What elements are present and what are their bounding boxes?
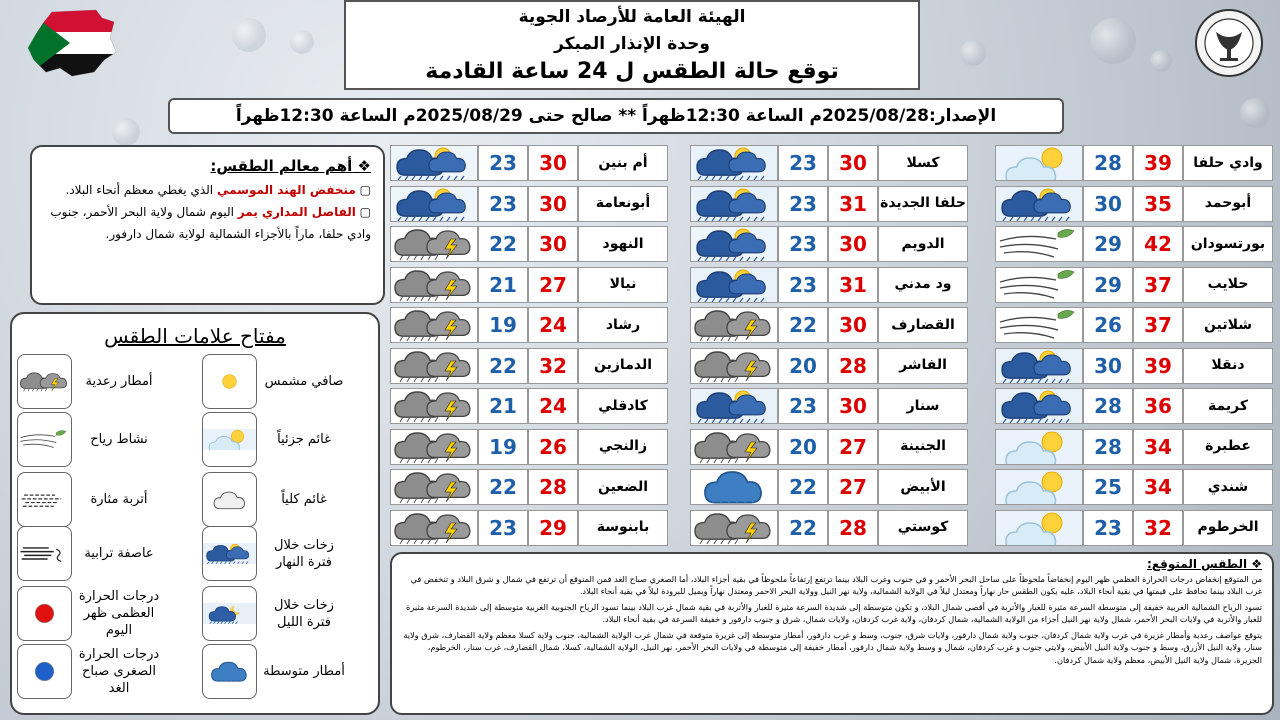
max-temp: 34	[1133, 429, 1183, 465]
max-temp: 30	[828, 388, 878, 424]
key-label: غائم جزئياً	[277, 432, 331, 447]
city-name: الأبيض	[878, 469, 968, 505]
key-item	[202, 354, 345, 409]
min-temp: 22	[778, 510, 828, 546]
city-forecast-row	[690, 348, 968, 384]
thunderstorm-icon	[390, 469, 478, 505]
sudan-flag-icon	[24, 8, 119, 78]
thunderstorm-icon	[390, 267, 478, 303]
city-name: الضعين	[578, 469, 668, 505]
city-forecast-row	[390, 348, 668, 384]
day-showers-icon	[995, 388, 1083, 424]
min-temp: 23	[478, 186, 528, 222]
city-name: الجنينة	[878, 429, 968, 465]
max-temp: 27	[828, 469, 878, 505]
city-name: سنار	[878, 388, 968, 424]
key-item	[17, 526, 160, 581]
city-forecast-row	[995, 267, 1273, 303]
key-item	[17, 472, 160, 527]
city-name: الدمازين	[578, 348, 668, 384]
features-title: ❖ أهم معالم الطقس:	[210, 157, 371, 175]
max-temp: 31	[828, 267, 878, 303]
city-name: كادقلي	[578, 388, 668, 424]
max-temp: 30	[828, 145, 878, 181]
header-title-box	[344, 0, 920, 90]
thunderstorm-icon	[690, 510, 778, 546]
day-showers-icon	[995, 186, 1083, 222]
min-temp: 28	[1083, 429, 1133, 465]
city-forecast-row	[390, 510, 668, 546]
key-label: صافي مشمس	[264, 374, 344, 389]
city-name: حلفا الجديدة	[878, 186, 968, 222]
min-temp: 23	[778, 226, 828, 262]
key-label: عاصفة ترابية	[84, 546, 154, 561]
city-forecast-row	[390, 388, 668, 424]
max-temp: 30	[828, 307, 878, 343]
moderate-rain-icon	[690, 469, 778, 505]
feature-item: ▢ منخفض الهند الموسمي الذي يغطي معظم أنحاء البلاد.	[65, 183, 371, 197]
city-name: شلاتين	[1183, 307, 1273, 343]
forecast-paragraph-rain: يتوقع عواصف رعدية وأمطار غزيرة في غرب ولاية شمال كردفان، جنوب ولاية شمال دارفور، ولايات شرق، جنوب، وسط و غرب دارفور، أمطار متوسطة إلى غزيرة متوقعة في شمال غرب الولاية الشمالية، جنوب ولاية كسلا معظم ولاية القضارف، شرق ولاية سنار، ولاية النيل الأزرق، وسط و جنوب ولاية النيل الأبيض، ولايتي جنوب و غرب كردفان، شمال و وسط ولاية شمال دارفور، أمطار خفيفة إلى متوسطة في ولايات البحر الأحمر، نهر النيل، الولاية الشمالية، كسلا، شمال القضارف، غرب سنار، الخرطوم، الجزيرة، شمال ولاية النيل الأبيض، معظم ولاية شمال كردفان.	[403, 629, 1262, 665]
wind-icon	[995, 267, 1083, 303]
city-name: كسلا	[878, 145, 968, 181]
city-forecast-row	[690, 226, 968, 262]
min-temp: 29	[1083, 226, 1133, 262]
key-item	[202, 526, 345, 581]
city-forecast-row	[690, 388, 968, 424]
meteorological-authority-logo	[1194, 8, 1264, 78]
city-forecast-row	[995, 307, 1273, 343]
expected-weather-title: ❖ الطقس المتوقع:	[1147, 557, 1262, 571]
min-temp: 19	[478, 429, 528, 465]
city-name: رشاد	[578, 307, 668, 343]
partly-cloudy-icon	[995, 469, 1083, 505]
authority-name: الهيئة العامة للأرصاد الجوية	[518, 7, 746, 27]
city-name: نيالا	[578, 267, 668, 303]
city-forecast-row	[690, 186, 968, 222]
city-name: بابنوسة	[578, 510, 668, 546]
key-item	[17, 412, 160, 467]
day-showers-icon	[690, 388, 778, 424]
max-temp: 32	[528, 348, 578, 384]
key-label: زخات خلال فترة الليل	[274, 597, 334, 630]
city-forecast-row	[995, 186, 1273, 222]
city-forecast-row	[995, 226, 1273, 262]
key-label: غائم كلياً	[281, 492, 327, 507]
min-temp: 22	[778, 469, 828, 505]
min-temp: 23	[478, 510, 528, 546]
max-temp: 29	[528, 510, 578, 546]
rain-drop-decoration	[290, 30, 314, 54]
min-temp: 22	[778, 307, 828, 343]
key-item	[17, 644, 160, 699]
min-temp: 30	[1083, 186, 1133, 222]
min-temp: 20	[778, 348, 828, 384]
city-name: أم بنين	[578, 145, 668, 181]
min-temp: 29	[1083, 267, 1133, 303]
city-name: وادي حلفا	[1183, 145, 1273, 181]
max-temp: 27	[828, 429, 878, 465]
weather-features-panel	[30, 145, 385, 305]
unit-name: وحدة الإنذار المبكر	[554, 34, 710, 54]
city-forecast-row	[390, 429, 668, 465]
min-temp: 22	[478, 348, 528, 384]
city-name: القضارف	[878, 307, 968, 343]
partly-cloudy-icon	[995, 510, 1083, 546]
rain-drop-decoration	[960, 40, 986, 66]
rain-drop-decoration	[112, 118, 140, 146]
key-label: نشاط رياح	[90, 432, 148, 447]
max-temp: 34	[1133, 469, 1183, 505]
partly-cloudy-icon	[202, 412, 257, 467]
min-temp: 30	[1083, 348, 1133, 384]
thunderstorm-icon	[690, 307, 778, 343]
city-forecast-row	[390, 469, 668, 505]
day-showers-icon	[690, 145, 778, 181]
wind-icon	[17, 412, 72, 467]
thunderstorm-icon	[390, 388, 478, 424]
min-temp: 23	[778, 388, 828, 424]
city-name: شندي	[1183, 469, 1273, 505]
key-item	[202, 412, 345, 467]
city-forecast-row	[995, 348, 1273, 384]
key-label: درجات الحرارة الصغرى صباح الغد	[78, 647, 160, 696]
max-temp: 31	[828, 186, 878, 222]
key-item	[202, 644, 345, 699]
thunderstorm-icon	[390, 226, 478, 262]
city-forecast-row	[995, 145, 1273, 181]
duststorm-icon	[17, 526, 72, 581]
min-temp: 23	[778, 186, 828, 222]
thunderstorm-icon	[390, 429, 478, 465]
max-temp: 32	[1133, 510, 1183, 546]
city-forecast-row	[690, 307, 968, 343]
city-forecast-row	[690, 429, 968, 465]
day-showers-light-icon	[690, 226, 778, 262]
max-temp: 30	[528, 145, 578, 181]
max-temp: 26	[528, 429, 578, 465]
feature-item: ▢ الفاصل المداري يمر اليوم شمال ولاية البحر الأحمر، جنوب وادي حلفا، ماراً بالأجزاء الشمالية لولاية شمال دارفور.	[50, 205, 371, 241]
min-temp: 21	[478, 388, 528, 424]
max-temp: 39	[1133, 348, 1183, 384]
city-name: الدويم	[878, 226, 968, 262]
key-item	[202, 586, 345, 641]
moderate-rain-icon	[202, 644, 257, 699]
key-item	[202, 472, 345, 527]
forecast-paragraph-winds: تسود الرياح الشمالية الغربية خفيفة إلى متوسطة السرعة مثيرة للغبار والأتربة في أقصى شمال البلاد، و تكون متوسطة إلى شديدة السرعة مثيرة للغبار والأتربة في بقية شمال غرب البلاد بينما تسود الرياح الجنوبية الغربية متوسطة إلى شديدة السرعة مثيرة للغبار والأتربة في ولايات البحر الأحمر، شمال ولاية نهر النيل أجزاء من الولاية الشمالية، شمال كردفان، ولاية غرب كردفان، ولايات شمال، شرق و جنوب دارفور و خفيفة السرعة في بقية أنحاء البلاد.	[406, 601, 1262, 624]
day-showers-icon	[995, 348, 1083, 384]
partly-cloudy-icon	[995, 145, 1083, 181]
city-forecast-row	[390, 267, 668, 303]
thunderstorm-icon	[690, 429, 778, 465]
city-forecast-row	[995, 429, 1273, 465]
key-title: مفتاح علامات الطقس	[104, 324, 286, 348]
min-temp-icon	[17, 644, 72, 699]
city-forecast-row	[690, 267, 968, 303]
max-temp: 35	[1133, 186, 1183, 222]
city-name: كريمة	[1183, 388, 1273, 424]
max-temp: 30	[828, 226, 878, 262]
thunderstorm-icon	[690, 348, 778, 384]
city-name: حلايب	[1183, 267, 1273, 303]
max-temp: 30	[528, 226, 578, 262]
max-temp: 37	[1133, 307, 1183, 343]
rain-drop-decoration	[1240, 98, 1270, 128]
forecast-title: توقع حالة الطقس ل 24 ساعة القادمة	[425, 59, 839, 84]
weather-symbols-key	[10, 312, 380, 715]
max-temp-icon	[17, 586, 72, 641]
key-label: درجات الحرارة العظمى ظهر اليوم	[78, 589, 160, 638]
min-temp: 22	[478, 226, 528, 262]
min-temp: 23	[778, 145, 828, 181]
partly-cloudy-icon	[995, 429, 1083, 465]
rain-drop-decoration	[232, 18, 266, 52]
city-forecast-row	[390, 226, 668, 262]
thunderstorm-icon	[390, 307, 478, 343]
max-temp: 24	[528, 307, 578, 343]
key-item	[17, 354, 160, 409]
city-forecast-row	[390, 186, 668, 222]
min-temp: 28	[1083, 145, 1133, 181]
city-name: دنقلا	[1183, 348, 1273, 384]
min-temp: 19	[478, 307, 528, 343]
key-label: أتربة مثارة	[90, 492, 148, 507]
wind-icon	[995, 226, 1083, 262]
day-showers-light-icon	[390, 186, 478, 222]
min-temp: 23	[478, 145, 528, 181]
city-forecast-row	[995, 388, 1273, 424]
min-temp: 20	[778, 429, 828, 465]
min-temp: 25	[1083, 469, 1133, 505]
city-name: الفاشر	[878, 348, 968, 384]
day-showers-icon	[690, 267, 778, 303]
night-showers-icon	[202, 586, 257, 641]
min-temp: 26	[1083, 307, 1133, 343]
city-forecast-row	[390, 145, 668, 181]
key-label: أمطار رعدية	[85, 374, 153, 389]
cloudy-icon	[202, 472, 257, 527]
issue-validity-bar: الإصدار:2025/08/28م الساعة 12:30ظهراً ** صالح حتى 2025/08/29م الساعة 12:30ظهراً	[168, 98, 1064, 134]
city-forecast-row	[690, 510, 968, 546]
thunderstorm-icon	[17, 354, 72, 409]
max-temp: 37	[1133, 267, 1183, 303]
max-temp: 24	[528, 388, 578, 424]
city-forecast-row	[690, 145, 968, 181]
max-temp: 30	[528, 186, 578, 222]
rain-drop-decoration	[1090, 18, 1136, 64]
max-temp: 28	[528, 469, 578, 505]
city-name: كوستي	[878, 510, 968, 546]
city-forecast-row	[390, 307, 668, 343]
min-temp: 28	[1083, 388, 1133, 424]
city-name: ود مدني	[878, 267, 968, 303]
city-name: الخرطوم	[1183, 510, 1273, 546]
city-forecast-row	[995, 510, 1273, 546]
key-label: زخات خلال فترة النهار	[274, 537, 334, 570]
max-temp: 27	[528, 267, 578, 303]
city-name: عطبرة	[1183, 429, 1273, 465]
city-name: النهود	[578, 226, 668, 262]
min-temp: 23	[1083, 510, 1133, 546]
city-forecast-row	[995, 469, 1273, 505]
city-forecast-row	[690, 469, 968, 505]
min-temp: 23	[778, 267, 828, 303]
day-showers-icon	[202, 526, 257, 581]
thunderstorm-icon	[390, 510, 478, 546]
city-name: زالنجي	[578, 429, 668, 465]
day-showers-light-icon	[390, 145, 478, 181]
forecast-paragraph-temperature: من المتوقع إنخفاض درجات الحرارة العظمي ظهر اليوم إنخفاضاً ملحوظاً على ساحل البحر الأحمر و في جنوب وغرب البلاد بينما ترتفع إرتفاعاً ملحوظاً في بقية أجزاء البلاد، أما الصغري صباح الغد فمن المتوقع أن ترتفع في شمال و شرق البلاد و تنخفض في غرب البلاد بينما تحافظ على قيمتها في بقية أنحاء البلاد، عليه يكون الطقس حار نهاراً ومعتدل ليلاً في الولاية الشمالية، ولاية نهر النيل وولاية البحر الاحمر ومعتدل نهاراً ويميل للبرودة ليلاً في بقية أنحاء البلاد.	[410, 573, 1262, 596]
dust-icon	[17, 472, 72, 527]
key-label: أمطار متوسطة	[263, 664, 345, 679]
thunderstorm-icon	[390, 348, 478, 384]
sun-icon	[202, 354, 257, 409]
max-temp: 42	[1133, 226, 1183, 262]
city-name: أبونعامة	[578, 186, 668, 222]
min-temp: 21	[478, 267, 528, 303]
max-temp: 39	[1133, 145, 1183, 181]
wind-icon	[995, 307, 1083, 343]
max-temp: 36	[1133, 388, 1183, 424]
min-temp: 22	[478, 469, 528, 505]
rain-drop-decoration	[1150, 50, 1172, 72]
city-name: أبوحمد	[1183, 186, 1273, 222]
day-showers-icon	[690, 186, 778, 222]
expected-weather-panel	[390, 552, 1274, 715]
key-item	[17, 586, 160, 641]
max-temp: 28	[828, 510, 878, 546]
city-name: بورتسودان	[1183, 226, 1273, 262]
max-temp: 28	[828, 348, 878, 384]
